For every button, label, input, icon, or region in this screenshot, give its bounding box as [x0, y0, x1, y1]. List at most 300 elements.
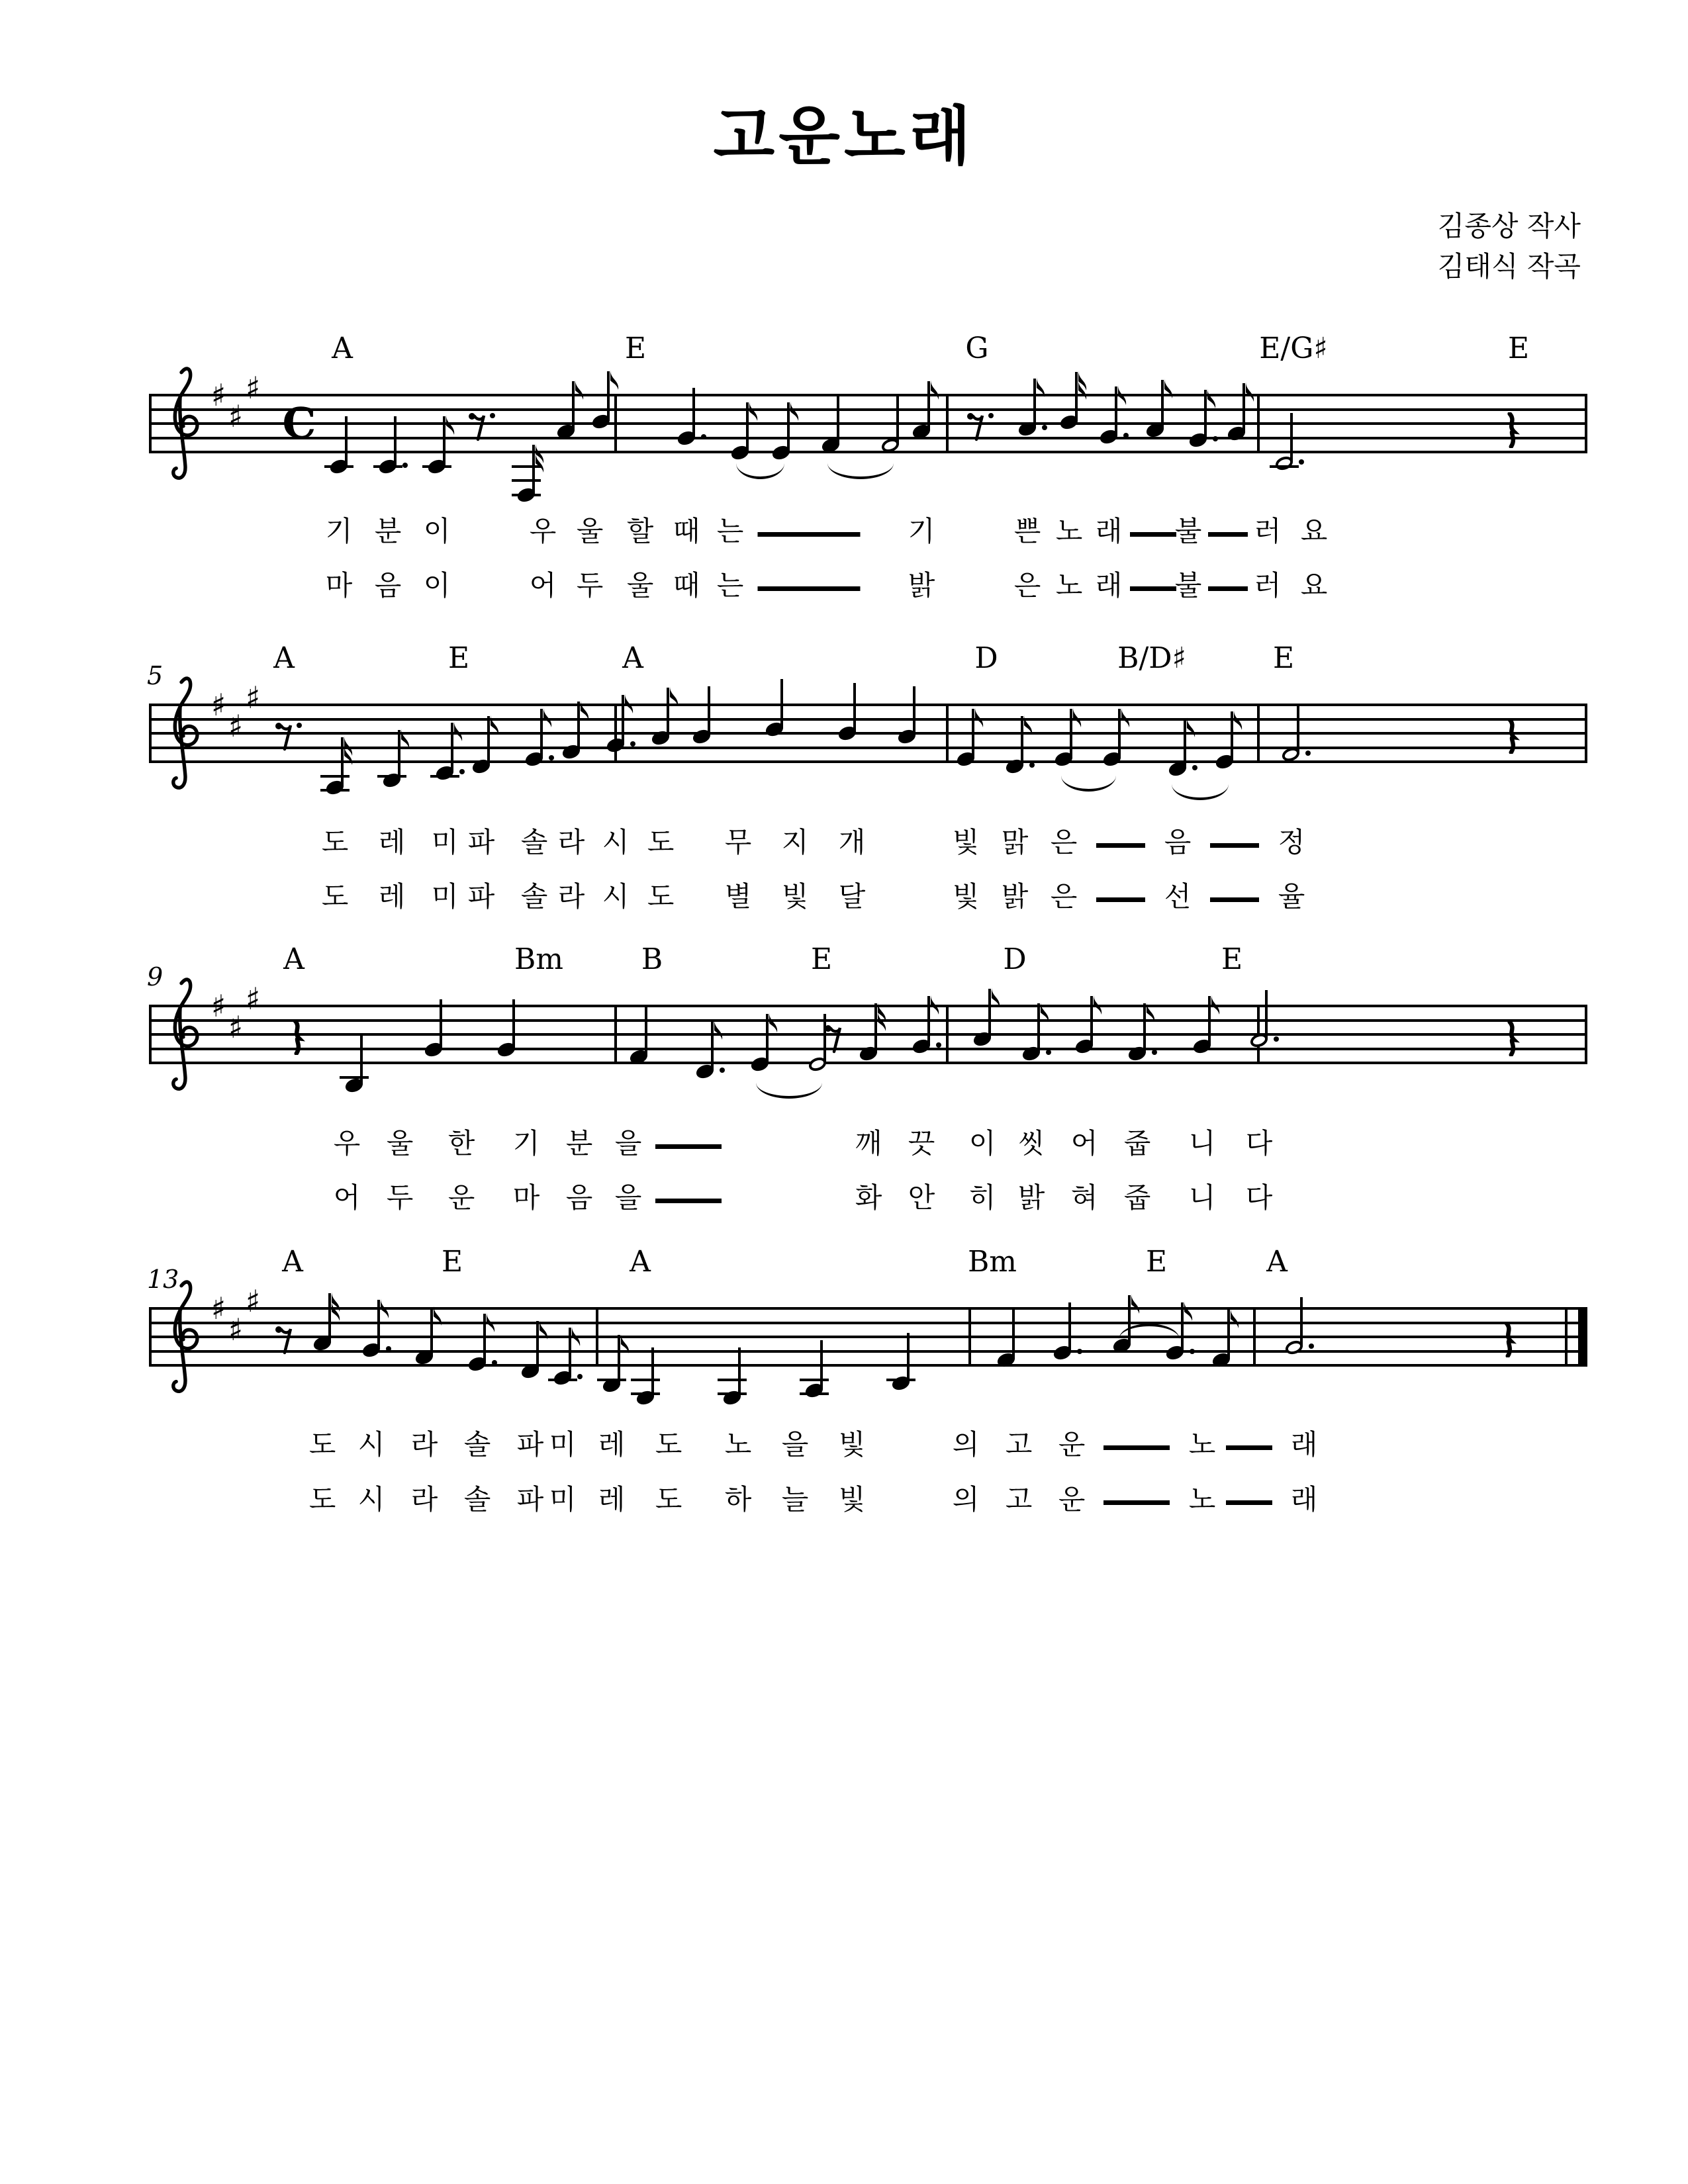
note-flag-icon [1072, 707, 1084, 730]
chord-label: Bm [967, 1245, 1017, 1279]
slur [827, 463, 894, 479]
slur [1061, 776, 1116, 792]
lyric-syllable: 기 [908, 515, 935, 547]
lyric-syllable: 시 [357, 1483, 385, 1516]
staff-line [149, 1019, 1587, 1022]
ledger-line [800, 1392, 829, 1395]
augmentation-dot [402, 463, 408, 468]
ledger-line [512, 494, 541, 496]
barline [596, 1307, 598, 1367]
chord-label: E [1221, 942, 1243, 976]
lyric-syllable: 미 [549, 1428, 577, 1461]
measure-number: 13 [147, 1265, 179, 1294]
lyric-syllable: 레 [378, 826, 406, 858]
note-flag-icon [1120, 707, 1132, 730]
barline [614, 1005, 617, 1064]
lyric-syllable: 밝 [1001, 880, 1029, 913]
note-flag-icon [929, 995, 941, 1017]
note-stem [1300, 1297, 1303, 1346]
sharp-icon: ♯ [245, 680, 261, 715]
lyric-syllable: 줍 [1123, 1181, 1151, 1214]
barline [946, 394, 949, 453]
treble-clef-icon [158, 1277, 205, 1400]
barline [1257, 394, 1260, 453]
augmentation-dot [549, 755, 554, 760]
lyric-extender [655, 1144, 722, 1149]
lyric-syllable: 노 [1055, 569, 1083, 602]
augmentation-dot [1190, 1349, 1195, 1354]
lyric-syllable: 선 [1164, 880, 1192, 913]
augmentation-dot [1123, 433, 1129, 438]
measure-number: 5 [147, 661, 164, 690]
lyric-syllable: 하 [724, 1483, 752, 1516]
lyric-syllable: 울 [386, 1127, 414, 1160]
barline [946, 704, 949, 763]
lyric-syllable: 빛 [952, 826, 980, 858]
lyric-syllable: 깨 [855, 1127, 882, 1160]
note-flag-icon [571, 1326, 583, 1349]
lyric-syllable: 시 [602, 826, 630, 858]
lyric-syllable: 는 [716, 515, 744, 547]
lyric-syllable: 레 [598, 1483, 626, 1516]
lyric-syllable: 라 [410, 1483, 438, 1516]
ledger-line [512, 465, 541, 468]
lyric-extender [1226, 1445, 1272, 1450]
barline [1257, 704, 1260, 763]
lyric-syllable: 을 [614, 1127, 642, 1160]
note-flag-icon [534, 453, 546, 475]
staff-line [149, 422, 1587, 425]
note-stem [1265, 990, 1268, 1039]
sharp-icon: ♯ [228, 1312, 244, 1347]
note-flag-icon [624, 694, 635, 716]
sharp-icon: ♯ [245, 370, 261, 406]
ledger-line [512, 479, 541, 482]
lyric-syllable: 파 [516, 1428, 544, 1461]
lyric-syllable: 도 [308, 1483, 336, 1516]
lyric-syllable: 미 [431, 880, 459, 913]
augmentation-dot [297, 723, 302, 728]
lyric-syllable: 다 [1245, 1181, 1273, 1214]
lyric-syllable: 기 [325, 515, 353, 547]
lyric-extender [1210, 897, 1259, 902]
lyric-syllable: 노 [1188, 1483, 1216, 1516]
lyric-extender [1208, 532, 1248, 537]
note-flag-icon [445, 415, 457, 437]
lyric-syllable: 달 [838, 880, 866, 913]
ledger-line [1270, 465, 1299, 468]
lyric-syllable: 우 [333, 1127, 361, 1160]
slur [736, 463, 784, 479]
augmentation-dot [1152, 1050, 1157, 1055]
lyric-syllable: 레 [378, 880, 406, 913]
lyric-syllable: 도 [321, 880, 349, 913]
note-flag-icon [974, 707, 986, 730]
lyric-syllable: 음 [374, 569, 402, 602]
sharp-icon: ♯ [228, 1009, 244, 1045]
note-flag-icon [453, 721, 465, 744]
lyric-syllable: 파 [516, 1483, 544, 1516]
note-flag-icon [669, 686, 680, 709]
note-stem [1297, 704, 1299, 753]
note-flag-icon [1183, 1301, 1195, 1324]
lyric-syllable: 라 [557, 880, 585, 913]
note-flag-icon [620, 1334, 632, 1356]
ledger-line [320, 789, 350, 792]
lyric-syllable: 무 [724, 826, 752, 858]
lyric-syllable: 는 [716, 569, 744, 602]
note-stem [896, 395, 899, 444]
chord-label: E [1145, 1245, 1168, 1279]
lyric-syllable: 울 [576, 515, 604, 547]
note-flag-icon [876, 1011, 888, 1034]
final-barline-thin [1565, 1307, 1568, 1367]
sharp-icon: ♯ [245, 981, 261, 1017]
lyric-syllable: 이 [968, 1127, 996, 1160]
chord-label: E [810, 942, 833, 976]
lyric-syllable: 요 [1300, 569, 1328, 602]
lyric-syllable: 도 [655, 1428, 682, 1461]
lyric-syllable: 니 [1188, 1181, 1216, 1214]
staff-line [149, 760, 1587, 763]
staff-line [149, 1336, 1587, 1338]
lyric-syllable: 운 [447, 1181, 475, 1214]
augmentation-dot [459, 769, 465, 774]
lyric-extender [1103, 1445, 1170, 1450]
lyric-extender [1130, 532, 1176, 537]
lyric-syllable: 파 [467, 880, 495, 913]
quarter-rest-icon [1505, 718, 1522, 754]
ledger-line [800, 1379, 829, 1381]
lyric-extender [1103, 1500, 1170, 1505]
lyric-syllable: 이 [423, 569, 451, 602]
note-flag-icon [485, 1312, 497, 1335]
ledger-line [718, 1379, 747, 1381]
note-stem [651, 1347, 654, 1396]
staff-line [149, 1033, 1587, 1036]
note-stem [345, 416, 348, 465]
lyric-syllable: 노 [1055, 515, 1083, 547]
lyric-syllable: 분 [374, 515, 402, 547]
barline [149, 1307, 152, 1367]
chord-label: E [624, 332, 647, 365]
note-flag-icon [1233, 710, 1244, 733]
lyric-extender [1096, 843, 1145, 848]
lyric-syllable: 맑 [1001, 826, 1029, 858]
note-stem [837, 395, 839, 444]
augmentation-dot [577, 1374, 583, 1379]
augmentation-dot [1046, 1050, 1051, 1055]
note-flag-icon [400, 729, 412, 751]
lyric-syllable: 고 [1005, 1483, 1033, 1516]
time-signature: C [282, 398, 316, 449]
augmentation-dot [492, 1360, 497, 1365]
lyric-syllable: 분 [565, 1127, 593, 1160]
lyric-syllable: 때 [673, 569, 700, 602]
note-stem [738, 1347, 741, 1396]
note-flag-icon [343, 745, 355, 768]
staff-line [149, 718, 1587, 721]
lyric-syllable: 어 [1070, 1127, 1098, 1160]
augmentation-dot [1077, 1349, 1082, 1354]
chord-label: A [283, 942, 305, 976]
lyric-syllable: 니 [1188, 1127, 1216, 1160]
note-flag-icon [1186, 717, 1197, 740]
lyric-syllable: 도 [655, 1483, 682, 1516]
ledger-line [631, 1392, 660, 1395]
lyric-syllable: 은 [1050, 826, 1078, 858]
end-barline [1585, 704, 1587, 763]
lyric-syllable: 라 [410, 1428, 438, 1461]
note-flag-icon [748, 401, 760, 424]
barline [149, 394, 152, 453]
barline [614, 704, 617, 763]
lyric-syllable: 두 [386, 1181, 414, 1214]
lyric-syllable: 노 [1188, 1428, 1216, 1461]
lyric-syllable: 불 [1174, 569, 1202, 602]
lyric-syllable: 시 [602, 880, 630, 913]
augmentation-dot [1213, 436, 1218, 441]
lyric-syllable: 안 [908, 1181, 935, 1214]
lyric-syllable: 우 [529, 515, 557, 547]
lyric-syllable: 화 [855, 1181, 882, 1214]
treble-clef-icon [158, 974, 205, 1097]
note-flag-icon [1206, 388, 1218, 411]
note-stem [440, 999, 442, 1048]
note-flag-icon [1035, 377, 1047, 400]
ledger-line [324, 465, 353, 468]
augmentation-dot [1299, 459, 1304, 465]
lyric-syllable: 을 [781, 1428, 809, 1461]
rest-dot [275, 1326, 282, 1333]
lyric-syllable: 솔 [520, 826, 548, 858]
chord-label: E [1272, 641, 1295, 675]
note-stem [1012, 1310, 1015, 1359]
note-flag-icon [768, 1013, 780, 1035]
chord-label: A [273, 641, 295, 675]
ledger-line [377, 775, 406, 778]
note-flag-icon [330, 1301, 342, 1324]
lyric-syllable: 을 [614, 1181, 642, 1214]
note-flag-icon [1023, 715, 1035, 737]
lyric-syllable: 빛 [781, 880, 809, 913]
sharp-icon: ♯ [211, 1291, 226, 1326]
note-flag-icon [542, 707, 554, 730]
lyric-syllable: 히 [968, 1181, 996, 1214]
chord-label: E [1507, 332, 1530, 365]
sharp-icon: ♯ [211, 687, 226, 723]
lyric-syllable: 래 [1290, 1483, 1318, 1516]
lyric-syllable: 노 [724, 1428, 752, 1461]
lyric-syllable: 빛 [838, 1483, 866, 1516]
sharp-icon: ♯ [211, 377, 226, 413]
staff-line [149, 437, 1587, 439]
lyric-syllable: 라 [557, 826, 585, 858]
treble-clef-icon [158, 363, 205, 486]
ledger-line [373, 465, 402, 468]
sharp-icon: ♯ [245, 1283, 261, 1319]
slur [756, 1083, 822, 1099]
barline [968, 1307, 971, 1367]
note-flag-icon [1117, 385, 1129, 408]
note-stem [907, 1333, 910, 1382]
augmentation-dot [630, 741, 635, 747]
lyric-syllable: 음 [565, 1181, 593, 1214]
note-stem [512, 999, 515, 1048]
ledger-line [548, 1379, 577, 1381]
rest-dot [469, 413, 475, 420]
quarter-rest-icon [1501, 1322, 1519, 1357]
composer-credit: 김태식 작곡 [1437, 250, 1581, 283]
lyric-extender [1210, 843, 1259, 848]
note-stem [1068, 1302, 1071, 1351]
credits [1438, 206, 1581, 287]
augmentation-dot [1042, 425, 1047, 430]
lyric-syllable: 기 [512, 1127, 540, 1160]
note-flag-icon [1229, 1308, 1241, 1331]
lyric-syllable: 어 [529, 569, 557, 602]
lyric-syllable: 도 [321, 826, 349, 858]
lyric-syllable: 어 [333, 1181, 361, 1214]
lyric-syllable: 불 [1174, 515, 1202, 547]
barline [149, 704, 152, 763]
lyric-syllable: 래 [1095, 515, 1123, 547]
sharp-icon: ♯ [211, 988, 226, 1024]
lyric-syllable: 개 [838, 826, 866, 858]
lyric-syllable: 다 [1245, 1127, 1273, 1160]
note-flag-icon [713, 1020, 725, 1042]
lyric-syllable: 운 [1058, 1428, 1086, 1461]
lyric-extender [758, 532, 861, 537]
chord-label: A [332, 332, 353, 365]
lyric-syllable: 도 [647, 880, 675, 913]
lyric-syllable: 도 [647, 826, 675, 858]
staff-line [149, 451, 1587, 453]
rest-dot [275, 723, 282, 729]
augmentation-dot [1029, 762, 1035, 768]
lyric-syllable: 운 [1058, 1483, 1086, 1516]
note-flag-icon [789, 401, 801, 424]
augmentation-dot [1305, 751, 1311, 756]
final-barline-thick [1578, 1307, 1587, 1367]
staff-line [149, 1322, 1587, 1324]
chord-label: A [630, 1245, 651, 1279]
note-stem [394, 416, 397, 465]
augmentation-dot [936, 1042, 941, 1048]
note-stem [913, 686, 915, 735]
staff-line [149, 408, 1587, 411]
lyric-syllable: 래 [1290, 1428, 1318, 1461]
lyric-syllable: 씻 [1017, 1127, 1045, 1160]
note-flag-icon [1145, 1002, 1157, 1024]
slur [1172, 784, 1229, 800]
lyric-syllable: 정 [1278, 826, 1305, 858]
end-barline [1585, 1005, 1587, 1064]
chord-label: G [965, 332, 989, 365]
lyric-syllable: 때 [673, 515, 700, 547]
lyric-syllable: 파 [467, 826, 495, 858]
ledger-line [430, 775, 459, 778]
note-stem [823, 1014, 826, 1063]
lyric-syllable: 솔 [463, 1483, 491, 1516]
note-flag-icon [990, 987, 1002, 1010]
lyric-syllable: 이 [423, 515, 451, 547]
lyric-syllable: 레 [598, 1428, 626, 1461]
note-flag-icon [609, 370, 621, 392]
rest-dot [825, 1025, 831, 1032]
chord-label: E [441, 1245, 463, 1279]
barline [614, 394, 617, 453]
lyric-syllable: 의 [952, 1428, 980, 1461]
note-flag-icon [379, 1298, 391, 1321]
note-flag-icon [929, 380, 941, 402]
note-stem [708, 686, 710, 735]
staff-line [149, 1005, 1587, 1007]
ledger-line [718, 1392, 747, 1395]
lyric-syllable: 지 [781, 826, 809, 858]
augmentation-dot [720, 1068, 725, 1073]
lyric-extender [1226, 1500, 1272, 1505]
ledger-line [631, 1379, 660, 1381]
chord-label: A [282, 1245, 303, 1279]
quarter-rest-icon [290, 1019, 307, 1055]
lyric-syllable: 줍 [1123, 1127, 1151, 1160]
sharp-icon: ♯ [228, 708, 244, 744]
end-barline [1585, 394, 1587, 453]
lyric-syllable: 요 [1300, 515, 1328, 547]
lyricist-credit: 김종상 작사 [1437, 210, 1581, 242]
barline [946, 1005, 949, 1064]
lyric-syllable: 마 [512, 1181, 540, 1214]
lyric-syllable: 혀 [1070, 1181, 1098, 1214]
barline [149, 1005, 152, 1064]
ledger-line [320, 775, 350, 778]
staff-line [149, 1307, 1587, 1310]
lyric-syllable: 밝 [1017, 1181, 1045, 1214]
sharp-icon: ♯ [228, 398, 244, 434]
lyric-syllable: 은 [1013, 569, 1041, 602]
note-flag-icon [1244, 382, 1256, 404]
chord-label: Bm [514, 942, 564, 976]
song-title: 고운노래 [713, 99, 975, 173]
lyric-syllable: 도 [308, 1428, 336, 1461]
lyric-syllable: 늘 [781, 1483, 809, 1516]
lyric-syllable: 두 [576, 569, 604, 602]
chord-label: E/G♯ [1259, 332, 1328, 365]
staff-line [149, 704, 1587, 706]
note-stem [1290, 413, 1293, 462]
lyric-syllable: 미 [431, 826, 459, 858]
ledger-line [597, 1379, 626, 1381]
staff-line [149, 1364, 1587, 1367]
note-flag-icon [1077, 380, 1089, 402]
lyric-syllable: 밝 [908, 569, 935, 602]
staff-line [149, 1062, 1587, 1064]
barline [1253, 1307, 1256, 1367]
lyric-syllable: 은 [1050, 880, 1078, 913]
chord-label: B/D♯ [1117, 641, 1186, 675]
augmentation-dot [988, 413, 994, 418]
lyric-syllable: 끗 [908, 1127, 935, 1160]
note-flag-icon [1210, 995, 1222, 1017]
measure-number: 9 [147, 962, 164, 991]
augmentation-dot [1309, 1343, 1314, 1349]
lyric-syllable: 한 [447, 1127, 475, 1160]
lyric-syllable: 울 [626, 569, 654, 602]
treble-clef-icon [158, 673, 205, 796]
chord-label: A [1266, 1245, 1288, 1279]
lyric-syllable: 할 [626, 515, 654, 547]
